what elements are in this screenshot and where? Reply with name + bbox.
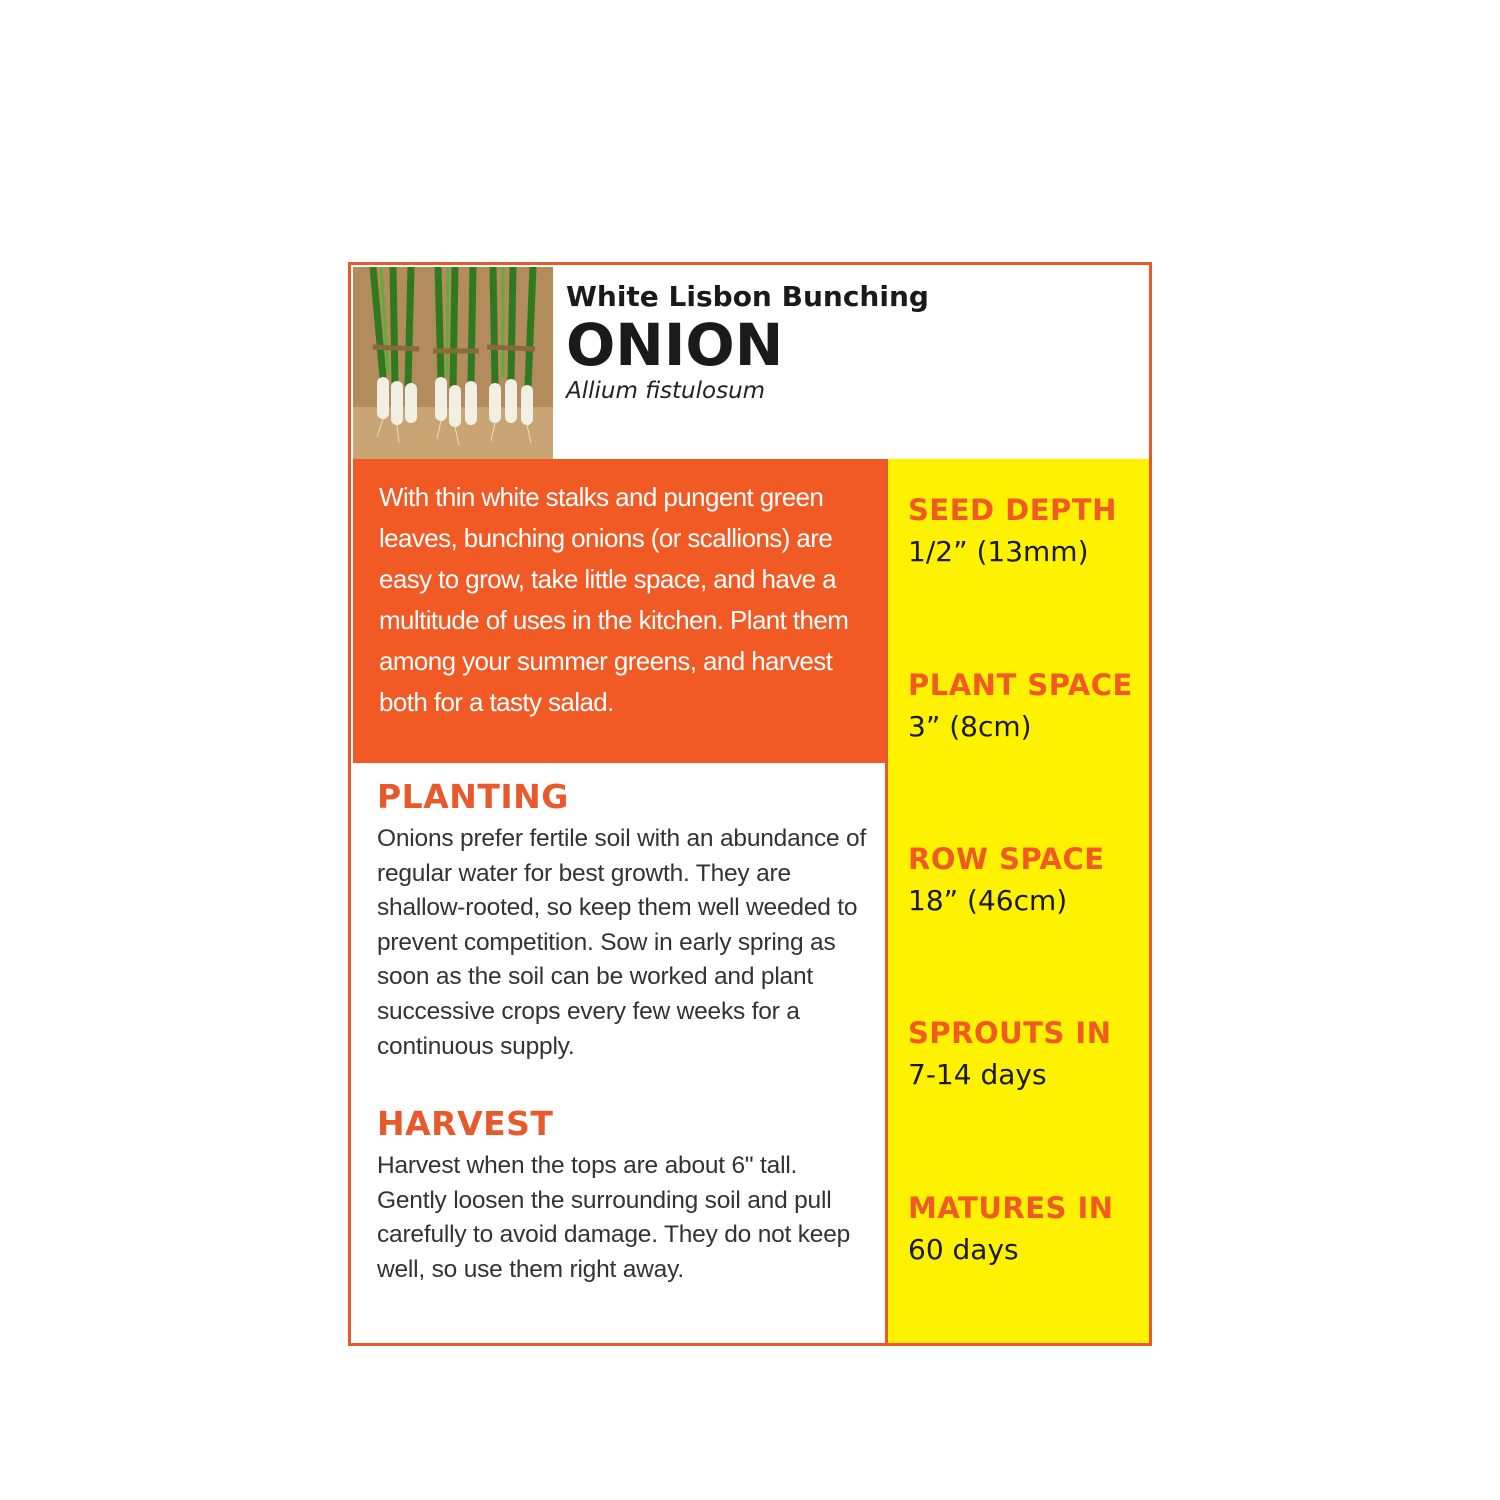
stat-seed-depth (908, 493, 1117, 568)
harvest-section (377, 1104, 867, 1287)
crop-name: ONION (566, 311, 784, 379)
stat-value: 3” (8cm) (908, 710, 1032, 743)
growing-instructions (377, 777, 867, 1288)
stat-value: 18” (46cm) (908, 884, 1068, 917)
stat-value: 7-14 days (908, 1058, 1047, 1091)
planting-body: Onions prefer fertile soil with an abundance of regular water for best growth. They are shallow-rooted, so keep them well weeded to prevent competition. Sow in early spring as soon as the soil can be worked and plant successive crops every few weeks for a continuous supply. (377, 825, 867, 1060)
stat-value: 60 days (908, 1233, 1019, 1266)
seed-packet-card (348, 262, 1152, 1346)
stat-plant-space (908, 668, 1133, 743)
scallion-photo (353, 267, 553, 459)
scallion-illustration (353, 267, 553, 459)
packet-header (566, 279, 929, 404)
variety-name: White Lisbon Bunching (566, 280, 929, 313)
stat-value: 1/2” (13mm) (908, 535, 1089, 568)
intro-description: With thin white stalks and pungent green leaves, bunching onions (or scallions) are easy to grow, take little space, and have a multitude of uses in the kitchen. Plant them among your summer greens, and harvest both for a tasty salad. (353, 459, 885, 763)
harvest-body: Harvest when the tops are about 6" tall. Gently loosen the surrounding soil and pull carefully to avoid damage. They do not keep well, so use them right away. (377, 1152, 851, 1283)
growing-stats-sidebar (885, 459, 1149, 1343)
stat-label: SPROUTS IN (908, 1016, 1112, 1050)
stat-row-space (908, 842, 1105, 917)
stat-label: ROW SPACE (908, 842, 1105, 876)
planting-title: PLANTING (377, 777, 569, 816)
stat-sprouts-in (908, 1016, 1112, 1091)
latin-name: Allium fistulosum (566, 378, 766, 404)
planting-section (377, 777, 867, 1064)
stat-label: MATURES IN (908, 1191, 1114, 1225)
stat-label: PLANT SPACE (908, 668, 1133, 702)
stat-label: SEED DEPTH (908, 493, 1117, 527)
stat-matures-in (908, 1191, 1114, 1266)
harvest-title: HARVEST (377, 1104, 554, 1144)
